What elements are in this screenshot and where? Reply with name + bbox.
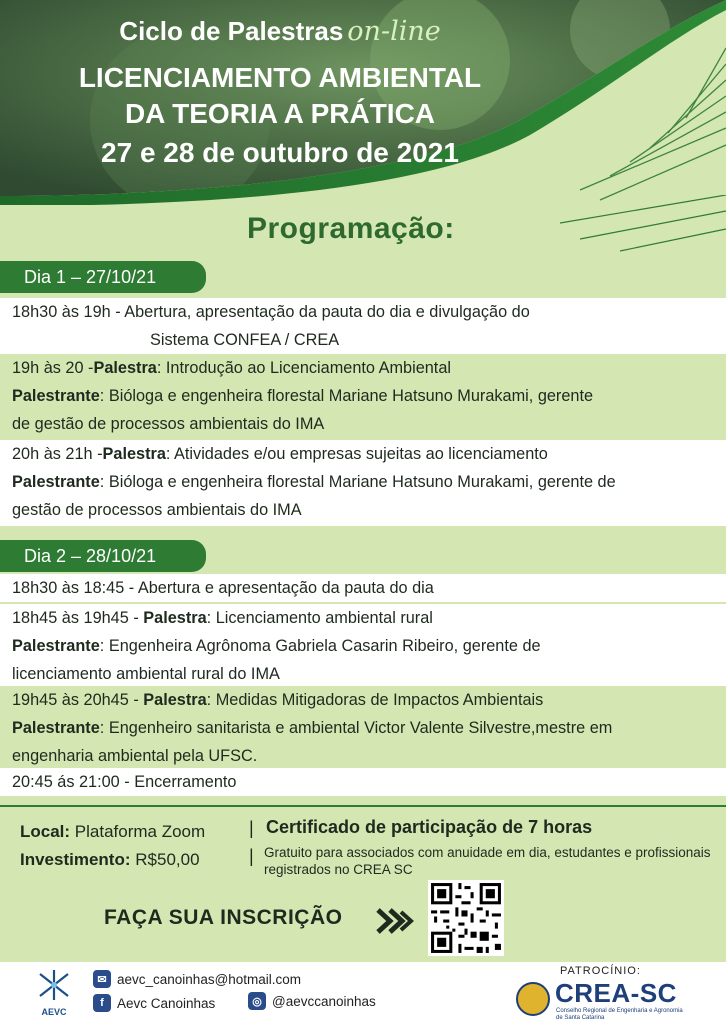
- aevc-logo-icon: [36, 968, 72, 1002]
- schedule-time: 19h45 às 20h45 -: [12, 691, 139, 709]
- schedule-text: Abertura e apresentação da pauta do dia: [134, 579, 434, 597]
- crea-logo-text: CREA-SC: [555, 978, 677, 1008]
- talk-title: : Licenciamento ambiental rural: [206, 609, 433, 627]
- certificate-note: Gratuito para associados com anuidade em dia, estudantes e profissionais registrados no CREA SC: [264, 845, 711, 877]
- header-title-line2: DA TEORIA A PRÁTICA: [124, 98, 436, 129]
- talk-label: Palestra: [102, 445, 166, 463]
- header-cycle: Ciclo de Palestras: [119, 16, 344, 46]
- speaker-text-cont: de gestão de processos ambientais do IMA: [12, 415, 325, 433]
- certificate-title: Certificado de participação de 7 horas: [266, 817, 593, 837]
- section-divider: [0, 805, 726, 807]
- schedule-speaker-line: [12, 632, 714, 660]
- schedule-time: 19h às 20 -: [12, 359, 94, 377]
- separator: |: [249, 818, 254, 838]
- schedule-time: 18h30 às 18:45 -: [12, 579, 135, 597]
- local-label: Local:: [20, 822, 71, 841]
- schedule-text-cont: Sistema CONFEA / CREA: [150, 331, 340, 349]
- schedule-row: [0, 768, 726, 796]
- schedule-line: [12, 574, 714, 602]
- talk-label: Palestra: [143, 609, 207, 627]
- local-line: [20, 818, 205, 846]
- schedule-row: [0, 440, 726, 526]
- qr-code[interactable]: [428, 880, 504, 956]
- schedule-speaker-line: [12, 382, 714, 410]
- crea-emblem-icon: [516, 982, 550, 1016]
- schedule-speaker-line: [12, 468, 714, 496]
- speaker-label: Palestrante: [12, 637, 100, 655]
- schedule-talk-line: [12, 686, 714, 714]
- speaker-label: Palestrante: [12, 473, 100, 491]
- sponsor-label: PATROCÍNIO:: [560, 965, 641, 977]
- talk-label: Palestra: [143, 691, 207, 709]
- day2-label: Dia 2 – 28/10/21: [0, 540, 206, 572]
- investment-value: R$50,00: [130, 850, 200, 869]
- aevc-label: AEVC: [41, 1007, 67, 1017]
- speaker-text: : Bióloga e engenheira florestal Mariane Hatsuno Murakami, gerente de: [99, 473, 616, 491]
- speaker-label: Palestrante: [12, 719, 100, 737]
- header-title-line1: LICENCIAMENTO AMBIENTAL: [78, 62, 482, 93]
- talk-title: : Medidas Mitigadoras de Impactos Ambientais: [206, 691, 544, 709]
- speaker-text: : Bióloga e engenheira florestal Mariane Hatsuno Murakami, gerente: [99, 387, 594, 405]
- schedule-text: 18h30 às 19h - Abertura, apresentação da pauta do dia e divulgação do: [12, 303, 530, 321]
- local-value: Plataforma Zoom: [70, 822, 206, 841]
- speaker-text-cont: licenciamento ambiental rural do IMA: [12, 665, 280, 683]
- talk-label: Palestra: [93, 359, 157, 377]
- schedule-time: 18h45 às 19h45 -: [12, 609, 139, 627]
- speaker-label: Palestrante: [12, 387, 100, 405]
- schedule-row: [0, 354, 726, 438]
- event-info: [20, 818, 205, 874]
- investment-label: Investimento:: [20, 850, 131, 869]
- facebook-icon: f: [93, 994, 111, 1012]
- aevc-logo: [34, 968, 74, 1017]
- schedule-row: [0, 686, 726, 768]
- schedule-talk-line: [12, 354, 714, 382]
- schedule-row: [0, 602, 726, 686]
- speaker-text: : Engenheira Agrônoma Gabriela Casarin Ribeiro, gerente de: [99, 637, 541, 655]
- schedule-text: Encerramento: [129, 773, 237, 791]
- decorative-stripes: [560, 195, 726, 265]
- schedule-row: [0, 574, 726, 602]
- day1-label: Dia 1 – 27/10/21: [0, 261, 206, 293]
- schedule-time: 20h às 21h -: [12, 445, 103, 463]
- investment-line: [20, 846, 205, 874]
- facebook-text: Aevc Canoinhas: [117, 995, 216, 1011]
- talk-title: : Atividades e/ou empresas sujeitas ao licenciamento: [165, 445, 548, 463]
- separator: |: [249, 846, 254, 866]
- mail-icon: ✉: [93, 970, 111, 988]
- crea-subtitle: Conselho Regional de Engenharia e Agronomia de Santa Catarina: [556, 1008, 683, 1021]
- schedule-time: 20:45 ás 21:00 -: [12, 773, 130, 791]
- facebook-contact[interactable]: [93, 994, 215, 1012]
- schedule-row: [0, 298, 726, 354]
- schedule-talk-line: [12, 604, 714, 632]
- registration-cta[interactable]: FAÇA SUA INSCRIÇÃO: [104, 906, 343, 929]
- schedule-line: [12, 768, 714, 796]
- program-title: Programação:: [247, 212, 455, 245]
- double-chevron-right-icon: [375, 907, 415, 935]
- talk-title: : Introdução ao Licenciamento Ambiental: [156, 359, 451, 377]
- instagram-text: @aevccanoinhas: [272, 993, 376, 1009]
- instagram-contact[interactable]: [248, 992, 376, 1010]
- footer: [0, 962, 726, 1024]
- header-banner: [0, 0, 726, 205]
- email-contact[interactable]: [93, 970, 301, 988]
- email-text: aevc_canoinhas@hotmail.com: [117, 971, 302, 987]
- header-date: 27 e 28 de outubro de 2021: [101, 137, 459, 168]
- speaker-text: : Engenheiro sanitarista e ambiental Victor Valente Silvestre,mestre em: [99, 719, 613, 737]
- schedule-speaker-line: [12, 714, 714, 742]
- header-cycle-title: [0, 16, 560, 47]
- header-online: on-line: [347, 16, 441, 47]
- speaker-text-cont: gestão de processos ambientais do IMA: [12, 501, 302, 519]
- instagram-icon: ◎: [248, 992, 266, 1010]
- speaker-text-cont: engenharia ambiental pela UFSC.: [12, 747, 258, 765]
- schedule-talk-line: [12, 440, 714, 468]
